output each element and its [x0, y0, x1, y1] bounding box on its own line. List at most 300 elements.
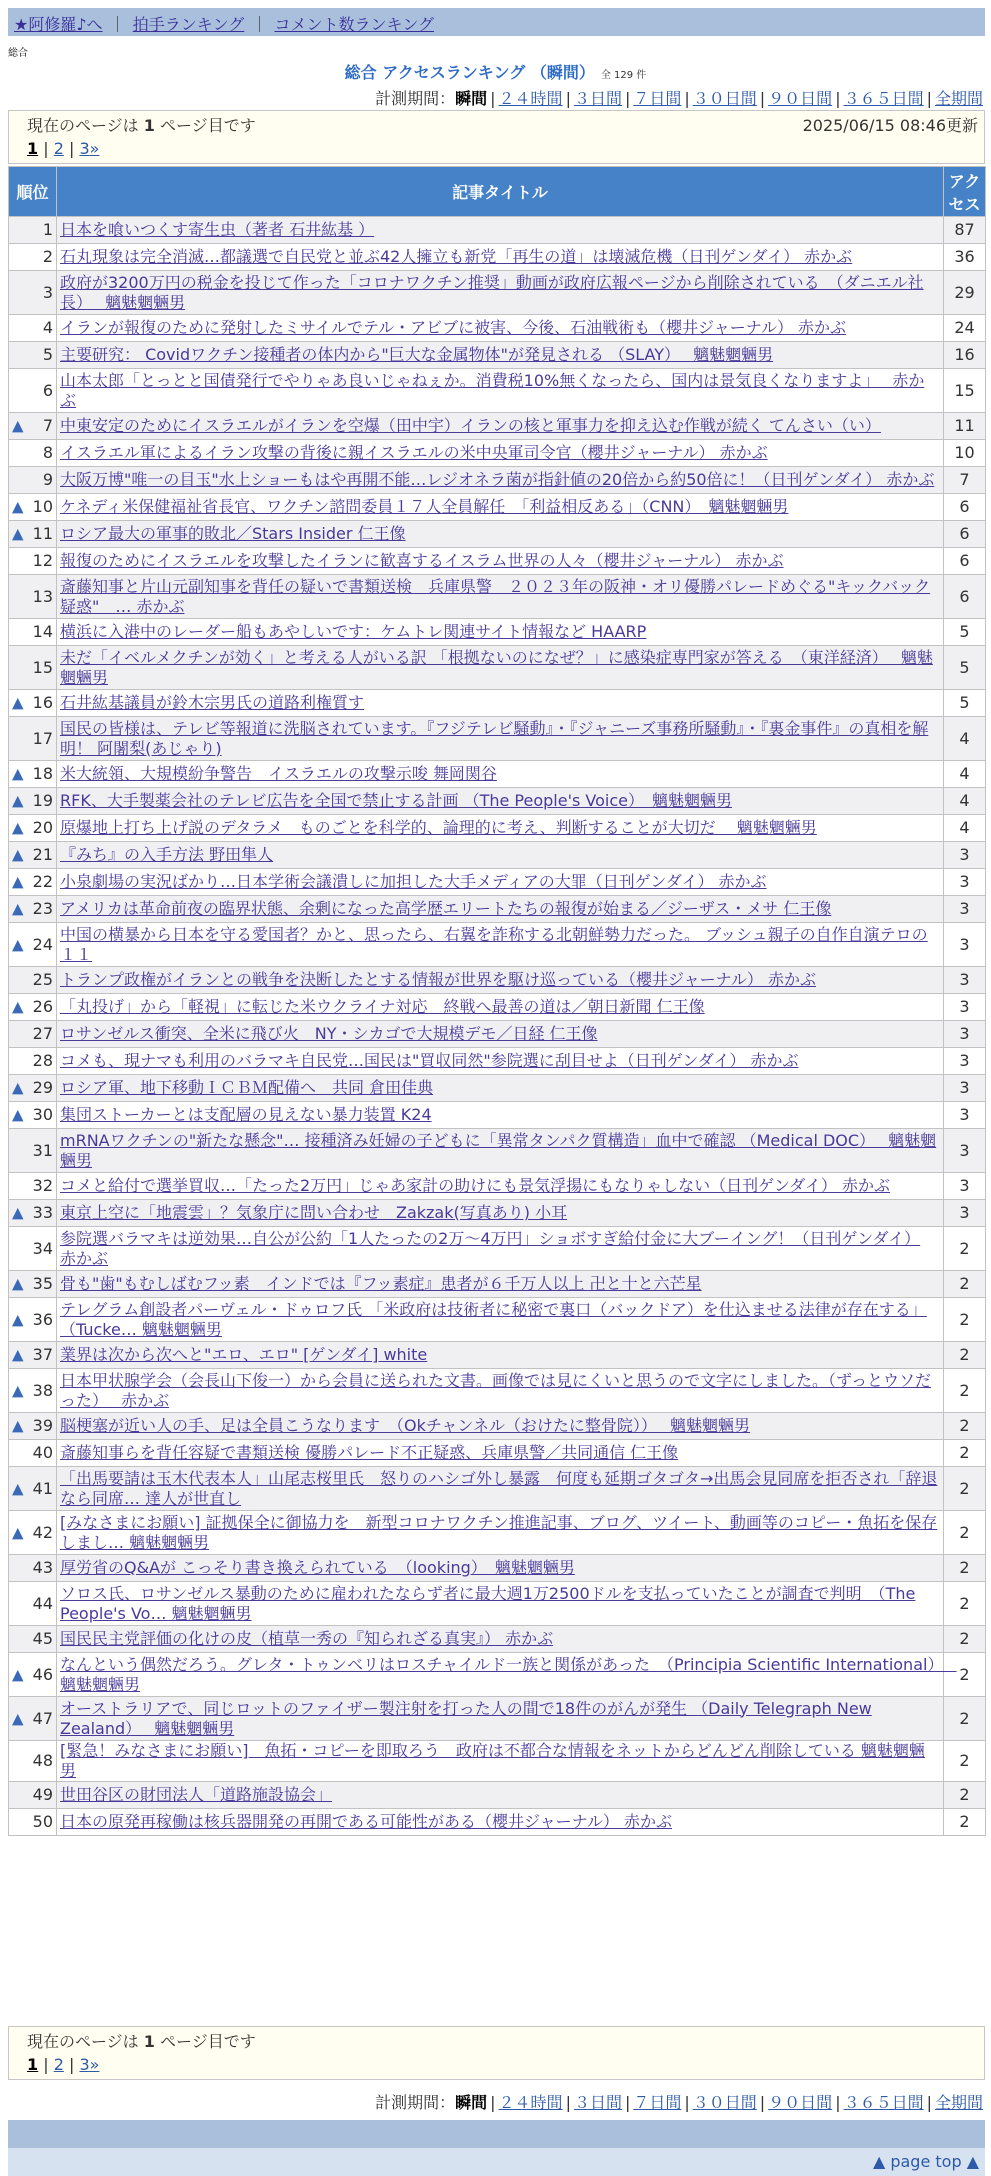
rank-cell [9, 548, 57, 575]
access-count: 3 [944, 1102, 986, 1129]
title-cell [57, 467, 944, 494]
rank-number: 45 [32, 1629, 53, 1648]
rank-number: 47 [32, 1708, 53, 1728]
access-count: 11 [944, 413, 986, 440]
article-link[interactable]: 山本太郎「とっとと国債発行でやりゃあ良いじゃねぇか。消費税10%無くなったら、国内は景気良くなりますよ」 赤かぶ [60, 370, 925, 410]
updated-timestamp: 2025/06/15 08:46更新 [802, 116, 978, 135]
article-link[interactable]: 『みち』の入手方法 野田隼人 [60, 845, 274, 864]
title-cell [57, 1342, 944, 1369]
access-count: 15 [944, 369, 986, 413]
period-separator: | [835, 89, 841, 108]
table-row [9, 315, 986, 342]
article-link[interactable]: mRNAワクチンの"新たな懸念"… 接種済み妊婦の子どもに「異常タンパク質構造」血中で確認 （Medical DOC） 魑魅魍魎男 [60, 1130, 937, 1170]
article-link[interactable]: 厚労省のQ&Aが こっそり書き換えられている （looking） 魑魅魍魎男 [60, 1558, 575, 1577]
title-cell [57, 967, 944, 994]
rank-number: 9 [42, 470, 53, 489]
period-link[interactable]: ３日間 [573, 89, 622, 108]
article-link[interactable]: ケネディ米保健福祉省長官、ワクチン諮問委員１７人全員解任 「利益相反ある」（CNN） 魑魅魍魎男 [60, 497, 789, 516]
article-link[interactable]: 主要研究： Covidワクチン接種者の体内から"巨大な金属物体"が発見される （SLAY） 魑魅魍魎男 [60, 345, 774, 364]
title-cell [57, 1298, 944, 1342]
rank-number: 11 [32, 524, 53, 543]
rank-cell [9, 1102, 57, 1129]
title-cell [57, 1021, 944, 1048]
article-link[interactable]: 「丸投げ」から「軽視」に転じた米ウクライナ対応 終戦へ最善の道は／朝日新聞 仁王像 [60, 997, 705, 1016]
title-cell [57, 413, 944, 440]
rank-cell [9, 575, 57, 619]
period-current: 瞬間 [455, 89, 488, 108]
up-arrow-icon: ▲ [12, 1523, 24, 1541]
rank-number: 32 [32, 1176, 53, 1195]
article-link[interactable]: アメリカは革命前夜の臨界状態、余剰になった高学歴エリートたちの報復が始まる／ジーザス・メサ 仁王像 [60, 899, 832, 918]
category-label: 総合 [8, 48, 28, 59]
rank-number: 21 [32, 845, 53, 864]
title-cell [57, 1102, 944, 1129]
rank-cell [9, 1298, 57, 1342]
article-link[interactable]: 骨も"歯"もむしばむフッ素 インドでは『フッ素症』患者が６千万人以上 卍と十と六芒星 [60, 1274, 702, 1293]
rank-number: 15 [32, 657, 53, 677]
rank-number: 31 [32, 1140, 53, 1160]
rank-number: 29 [32, 1078, 53, 1097]
rank-cell [9, 815, 57, 842]
article-link[interactable]: 日本を喰いつくす寄生虫（著者 石井紘基 ） [60, 220, 375, 239]
table-header-row [9, 167, 986, 217]
up-arrow-icon: ▲ [12, 791, 24, 810]
title-cell [57, 217, 944, 244]
article-link[interactable]: 国民民主党評価の化けの皮（植草一秀の『知られざる真実』） 赤かぶ [60, 1629, 554, 1648]
period-link[interactable]: ３０日間 [692, 89, 757, 108]
rank-cell [9, 1782, 57, 1809]
article-link[interactable]: 斎藤知事らを背任容疑で書類送検 優勝パレード不正疑惑、兵庫県警／共同通信 仁王像 [60, 1443, 679, 1462]
title-cell [57, 342, 944, 369]
article-link[interactable]: オーストラリアで、同じロットのファイザー製注射を打った人の間で18件のがんが発生 （Daily Telegraph New Zealand） 魑魅魍魎男 [60, 1698, 872, 1738]
pagination-separator: | [63, 2055, 80, 2074]
rank-cell [9, 1413, 57, 1440]
up-arrow-icon: ▲ [12, 1274, 24, 1293]
access-count: 3 [944, 1048, 986, 1075]
nav-separator: ｜ [251, 15, 268, 34]
rank-cell [9, 761, 57, 788]
rank-number: 30 [32, 1105, 53, 1124]
rank-number: 20 [32, 818, 53, 837]
period-separator: | [759, 89, 766, 108]
article-link[interactable]: 石丸現象は完全消滅…都議選で自民党と並ぶ42人擁立も新党「再生の道」は壊滅危機（日刊ゲンダイ） 赤かぶ [60, 247, 853, 266]
rank-number: 4 [42, 318, 53, 337]
footer-bar [8, 2120, 985, 2176]
title-cell [57, 1075, 944, 1102]
article-link[interactable]: ロシア最大の軍事的敗北／Stars Insider 仁王像 [60, 524, 406, 543]
table-row [9, 815, 986, 842]
page-title-text: 総合 アクセスランキング （瞬間） [344, 63, 595, 82]
page-link[interactable]: » [89, 2055, 100, 2074]
article-link[interactable]: 石井紘基議員が鈴木宗男氏の道路利権質す [60, 693, 365, 712]
pagination-bottom [27, 2055, 99, 2074]
article-link[interactable]: 報復のためにイスラエルを攻撃したイランに歓喜するイスラム世界の人々（櫻井ジャーナル） 赤かぶ [60, 551, 784, 570]
table-row [9, 994, 986, 1021]
article-link[interactable]: 国民の皆様は、テレビ等報道に洗脳されています。『フジテレビ騒動』・『ジャニーズ事務所騒動』・『裏金事件』の真相を解明！ 阿闍梨(あじゃり) [60, 718, 929, 758]
access-count: 3 [944, 896, 986, 923]
period-separator: | [684, 89, 690, 108]
access-count: 3 [944, 869, 986, 896]
rank-cell [9, 1511, 57, 1555]
up-arrow-icon: ▲ [12, 1105, 24, 1124]
period-separator: | [624, 2093, 631, 2112]
access-count: 2 [944, 1741, 986, 1782]
title-cell [57, 244, 944, 271]
pagination-top [27, 139, 99, 158]
access-count: 2 [944, 1298, 986, 1342]
access-count: 24 [944, 315, 986, 342]
article-link[interactable]: 大阪万博"唯一の目玉"水上ショーもはや再開不能…レジオネラ菌が指針値の20倍から約50倍に！（日刊ゲンダイ） 赤かぶ [60, 470, 935, 489]
rank-cell [9, 217, 57, 244]
title-cell [57, 717, 944, 761]
table-row [9, 1342, 986, 1369]
period-selector-top [375, 86, 983, 109]
article-link[interactable]: 世田谷区の財団法人「道路施設協会」 [60, 1785, 333, 1804]
table-row [9, 1021, 986, 1048]
up-arrow-icon: ▲ [12, 1416, 24, 1435]
period-link[interactable]: ２４時間 [498, 2093, 563, 2112]
rank-number: 44 [32, 1593, 53, 1613]
page-link[interactable]: 2 [53, 139, 64, 158]
table-row [9, 1782, 986, 1809]
table-row [9, 1048, 986, 1075]
article-link[interactable]: コメも、現ナマも利用のバラマキ自民党…国民は"買収同然"参院選に刮目せよ（日刊ゲンダイ） 赤かぶ [60, 1051, 799, 1070]
rank-cell [9, 869, 57, 896]
top-nav-bar [8, 8, 985, 36]
title-cell [57, 1555, 944, 1582]
access-count: 2 [944, 1555, 986, 1582]
rank-number: 48 [32, 1751, 53, 1770]
table-row [9, 440, 986, 467]
access-count: 2 [944, 1227, 986, 1271]
access-count: 4 [944, 788, 986, 815]
up-arrow-icon: ▲ [12, 497, 24, 516]
rank-number: 40 [32, 1443, 53, 1462]
rank-cell [9, 521, 57, 548]
title-cell [57, 815, 944, 842]
rank-number: 1 [42, 220, 53, 239]
rank-cell [9, 1653, 57, 1697]
title-cell [57, 521, 944, 548]
period-separator: | [490, 2093, 496, 2112]
up-arrow-icon: ▲ [12, 764, 24, 783]
table-row [9, 1102, 986, 1129]
article-link[interactable]: 日本の原発再稼働は核兵器開発の再開である可能性がある（櫻井ジャーナル） 赤かぶ [60, 1812, 672, 1831]
rank-number: 24 [32, 934, 53, 954]
table-row [9, 1413, 986, 1440]
rank-cell [9, 1048, 57, 1075]
period-separator: | [759, 2093, 766, 2112]
title-cell [57, 923, 944, 967]
footer-band [8, 2148, 985, 2176]
access-count: 6 [944, 521, 986, 548]
table-row [9, 717, 986, 761]
rank-cell [9, 994, 57, 1021]
rank-number: 46 [32, 1664, 53, 1684]
rank-number: 38 [32, 1380, 53, 1400]
article-link[interactable]: 政府が3200万円の税金を投じて作った「コロナワクチン推奨」動画が政府広報ページから削除されている （ダニエル社長） 魑魅魍魎男 [60, 272, 924, 312]
title-cell [57, 869, 944, 896]
access-count: 2 [944, 1440, 986, 1467]
period-link[interactable]: 全期間 [934, 89, 983, 108]
up-arrow-icon: ▲ [12, 818, 24, 837]
article-link[interactable]: 参院選バラマキは逆効果…自公が公約「1人たったの2万～4万円」ショボすぎ給付金に大ブーイング！（日刊ゲンダイ） 赤かぶ [60, 1228, 921, 1268]
article-link[interactable]: [みなさまにお願い] 証拠保全に御協力を 新型コロナワクチン推進記事、ブログ、ツイート、動画等のコピー・魚拓を保存しまし… 魑魅魍魎男 [60, 1512, 938, 1552]
rank-cell [9, 1271, 57, 1298]
title-cell [57, 1413, 944, 1440]
table-row [9, 1653, 986, 1697]
rank-cell [9, 619, 57, 646]
access-count: 3 [944, 1173, 986, 1200]
article-link[interactable]: ソロス氏、ロサンゼルス暴動のために雇われたならず者に最大週1万2500ドルを支払っていたことが調査で判明 （The People's Vo… 魑魅魍魎男 [60, 1583, 916, 1623]
access-count: 2 [944, 1653, 986, 1697]
table-row [9, 967, 986, 994]
up-arrow-icon: ▲ [12, 1345, 24, 1364]
access-count: 2 [944, 1271, 986, 1298]
title-cell [57, 619, 944, 646]
access-count: 4 [944, 761, 986, 788]
clap-ranking-link[interactable]: 拍手ランキング [132, 15, 245, 34]
rank-cell [9, 1129, 57, 1173]
rank-number: 42 [32, 1522, 53, 1542]
rank-number: 33 [32, 1203, 53, 1222]
page-info-bottom [8, 2026, 985, 2080]
up-arrow-icon: ▲ [12, 899, 24, 918]
title-cell [57, 690, 944, 717]
access-count: 2 [944, 1809, 986, 1836]
rank-number: 16 [32, 693, 53, 712]
table-row [9, 1227, 986, 1271]
rank-cell [9, 717, 57, 761]
article-link[interactable]: [緊急！みなさまにお願い] 魚拓・コピーを即取ろう 政府は不都合な情報をネットからどんどん削除している 魑魅魍魎男 [60, 1741, 925, 1780]
table-row [9, 1582, 986, 1626]
rank-cell [9, 923, 57, 967]
access-count: 2 [944, 1413, 986, 1440]
rank-number: 26 [32, 997, 53, 1016]
comment-ranking-link[interactable]: コメント数ランキング [274, 15, 435, 34]
period-current: 瞬間 [455, 2093, 488, 2112]
period-link[interactable]: ９０日間 [768, 2093, 833, 2112]
rank-cell [9, 315, 57, 342]
rank-cell [9, 646, 57, 690]
table-row [9, 1173, 986, 1200]
rank-cell [9, 1626, 57, 1653]
ranking-table [8, 166, 986, 1836]
table-row [9, 521, 986, 548]
title-cell [57, 315, 944, 342]
page-link[interactable]: 2 [53, 2055, 64, 2074]
table-row [9, 271, 986, 315]
title-cell [57, 1511, 944, 1555]
access-count: 16 [944, 342, 986, 369]
access-count: 5 [944, 646, 986, 690]
access-header: アクセス [944, 167, 986, 217]
access-count: 6 [944, 548, 986, 575]
article-link[interactable]: テレグラム創設者パーヴェル・ドゥロフ氏 「米政府は技術者に秘密で裏口（バックドア）を仕込ませる法律が存在する」（Tucke… 魑魅魍魎男 [60, 1299, 927, 1339]
period-link[interactable]: ７日間 [633, 89, 682, 108]
article-link[interactable]: ロシア軍、地下移動ＩＣＢＭ配備へ 共同 倉田佳典 [60, 1078, 434, 1097]
article-link[interactable]: 脳梗塞が近い人の手、足は全員こうなります （Okチャンネル（おけたに整骨院）） 魑魅魍魎男 [60, 1416, 750, 1435]
up-arrow-icon: ▲ [12, 1665, 24, 1683]
rank-cell [9, 1369, 57, 1413]
access-count: 5 [944, 690, 986, 717]
period-label: 計測期間： [375, 2093, 456, 2112]
period-separator: | [684, 2093, 690, 2112]
table-row [9, 1809, 986, 1836]
article-link[interactable]: 原爆地上打ち上げ説のデタラメ ものごとを科学的、論理的に考え、判断することが大切だ 魑魅魍魎男 [60, 818, 817, 837]
title-cell [57, 788, 944, 815]
rank-cell [9, 467, 57, 494]
table-row [9, 896, 986, 923]
table-row [9, 1200, 986, 1227]
rank-number: 27 [32, 1024, 53, 1043]
up-arrow-icon: ▲ [12, 1479, 24, 1497]
table-row [9, 646, 986, 690]
rank-number: 22 [32, 872, 53, 891]
title-cell [57, 1653, 957, 1697]
period-link[interactable]: ９０日間 [768, 89, 833, 108]
table-row [9, 788, 986, 815]
table-row [9, 494, 986, 521]
title-cell [57, 842, 944, 869]
period-link[interactable]: ３６５日間 [843, 2093, 924, 2112]
title-cell [57, 1440, 944, 1467]
home-link[interactable]: ★阿修羅♪へ [14, 15, 103, 34]
rank-number: 6 [42, 380, 53, 400]
title-cell [57, 896, 944, 923]
title-cell [57, 994, 944, 1021]
period-link[interactable]: ３６５日間 [843, 89, 924, 108]
table-row [9, 1129, 986, 1173]
title-cell [57, 575, 944, 619]
article-link[interactable]: イランが報復のために発射したミサイルでテル・アビブに被害、今後、石油戦術も（櫻井ジャーナル） 赤かぶ [60, 318, 847, 337]
article-link[interactable]: 「出馬要請は玉木代表本人」山尾志桜里氏 怒りのハシゴ外し暴露 何度も延期ゴタゴタ→出馬会見同席を拒否され「辞退なら同席… 達人が世直し [60, 1468, 938, 1508]
table-row [9, 1467, 986, 1511]
period-separator: | [624, 89, 631, 108]
table-row [9, 244, 986, 271]
table-row [9, 369, 986, 413]
rank-cell [9, 244, 57, 271]
access-count: 29 [944, 271, 986, 315]
access-count: 3 [944, 1075, 986, 1102]
article-link[interactable]: 小泉劇場の実況ばかり…日本学術会議潰しに加担した大手メディアの大罪（日刊ゲンダイ） 赤かぶ [60, 872, 767, 891]
table-row [9, 869, 986, 896]
rank-cell [9, 842, 57, 869]
table-row [9, 342, 986, 369]
rank-cell [9, 1467, 57, 1511]
article-link[interactable]: RFK、大手製薬会社のテレビ広告を全国で禁止する計画 （The People's Voice） 魑魅魍魎男 [60, 791, 732, 810]
rank-cell [9, 1075, 57, 1102]
period-link[interactable]: 全期間 [934, 2093, 983, 2112]
rank-cell [9, 1342, 57, 1369]
article-link[interactable]: 日本甲状腺学会（会長山下俊一）から会員に送られた文書。画像では見にくいと思うので文字にしました。（ずっとウソだった） 赤かぶ [60, 1370, 932, 1410]
access-count: 2 [944, 1782, 986, 1809]
page-top-link[interactable]: ▲ page top ▲ [872, 2152, 979, 2171]
up-arrow-icon: ▲ [12, 1381, 24, 1399]
article-link[interactable]: 集団ストーカーとは支配層の見えない暴力装置 K24 [60, 1105, 432, 1124]
article-link[interactable]: トランプ政権がイランとの戦争を決断したとする情報が世界を駆け巡っている（櫻井ジャーナル） 赤かぶ [60, 970, 816, 989]
pagination-separator: | [38, 139, 54, 158]
article-link[interactable]: 中東安定のためにイスラエルがイランを空爆（田中宇）イランの核と軍事力を抑え込む作戦が続く てんさい（い） [60, 416, 881, 435]
rank-number: 28 [32, 1051, 53, 1070]
period-selector-bottom [375, 2090, 983, 2113]
title-cell [57, 1582, 944, 1626]
access-count: 3 [944, 994, 986, 1021]
article-link[interactable]: 中国の横暴から日本を守る愛国者？かと、思ったら、右翼を詐称する北朝鮮勢力だった。 ブッシュ親子の自作自演テロの１１ [60, 924, 928, 964]
page-link[interactable]: 3 [79, 2055, 90, 2074]
article-link[interactable]: 横浜に入港中のレーダー船もあやしいです：ケムトレ関連サイト情報など HAARP [60, 622, 647, 641]
access-count: 4 [944, 717, 986, 761]
rank-number: 43 [32, 1558, 53, 1577]
rank-number: 10 [32, 497, 53, 516]
up-arrow-icon: ▲ [12, 1709, 24, 1727]
rank-number: 50 [32, 1812, 53, 1831]
access-count: 2 [944, 1342, 986, 1369]
rank-cell [9, 1697, 57, 1741]
table-row [9, 1369, 986, 1413]
article-link[interactable]: 東京上空に「地震雲」？気象庁に問い合わせ Zakzak(写真あり) 小耳 [60, 1203, 568, 1222]
table-row [9, 548, 986, 575]
article-link[interactable]: イスラエル軍によるイラン攻撃の背後に親イスラエルの米中央軍司令官（櫻井ジャーナル） 赤かぶ [60, 443, 768, 462]
table-row [9, 1741, 986, 1782]
nav-separator: ｜ [109, 15, 126, 34]
rank-cell [9, 1809, 57, 1836]
access-count: 3 [944, 842, 986, 869]
table-row [9, 217, 986, 244]
title-header: 記事タイトル [57, 167, 944, 217]
access-count: 3 [944, 1129, 986, 1173]
access-count: 2 [944, 1511, 986, 1555]
article-link[interactable]: 米大統領、大規模紛争警告 イスラエルの攻撃示唆 舞岡関谷 [60, 764, 497, 783]
rank-cell [9, 1440, 57, 1467]
article-link[interactable]: 未だ「イベルメクチンが効く」と考える人がいる訳 「根拠ないのになぜ？」に感染症専門家が答える （東洋経済） 魑魅魍魎男 [60, 647, 933, 687]
rank-number: 3 [42, 282, 53, 302]
page-link[interactable]: 3 [79, 139, 90, 158]
period-link[interactable]: ７日間 [633, 2093, 682, 2112]
table-row [9, 1440, 986, 1467]
page-title [0, 60, 991, 83]
rank-cell [9, 1227, 57, 1271]
period-link[interactable]: ３０日間 [692, 2093, 757, 2112]
period-separator: | [926, 89, 932, 108]
access-count: 2 [944, 1369, 986, 1413]
period-link[interactable]: ２４時間 [498, 89, 563, 108]
table-row [9, 1075, 986, 1102]
table-row [9, 619, 986, 646]
article-link[interactable]: ロサンゼルス衝突、全米に飛び火 NY・シカゴで大規模デモ／日経 仁王像 [60, 1024, 598, 1043]
rank-number: 39 [32, 1416, 53, 1435]
period-separator: | [926, 2093, 932, 2112]
access-count: 6 [944, 494, 986, 521]
rank-cell [9, 1582, 57, 1626]
article-link[interactable]: なんという偶然だろう。グレタ・トゥンベリはロスチャイルド一族と関係があった （Principia Scientific International） 魑魅魍魎男 [60, 1654, 957, 1694]
article-link[interactable]: 業界は次から次へと"エロ、エロ" [ゲンダイ] white [60, 1345, 428, 1364]
article-link[interactable]: 斎藤知事と片山元副知事を背任の疑いで書類送検 兵庫県警 ２０２３年の阪神・オリ優勝パレードめぐる"キックバック疑惑" … 赤かぶ [60, 576, 931, 616]
rank-number: 7 [42, 416, 53, 435]
current-page-text: 現在のページは 1 ページ目です [27, 116, 256, 135]
title-cell [57, 369, 944, 413]
page-link[interactable]: » [89, 139, 100, 158]
title-cell [57, 548, 944, 575]
pagination-separator: | [63, 139, 80, 158]
rank-cell [9, 271, 57, 315]
rank-cell [9, 1021, 57, 1048]
period-link[interactable]: ３日間 [573, 2093, 622, 2112]
rank-number: 12 [32, 551, 53, 570]
title-cell [57, 1227, 944, 1271]
table-row [9, 690, 986, 717]
article-link[interactable]: コメと給付で選挙買収…「たった2万円」じゃあ家計の助けにも景気浮揚にもなりゃしない（日刊ゲンダイ） 赤かぶ [60, 1176, 890, 1195]
